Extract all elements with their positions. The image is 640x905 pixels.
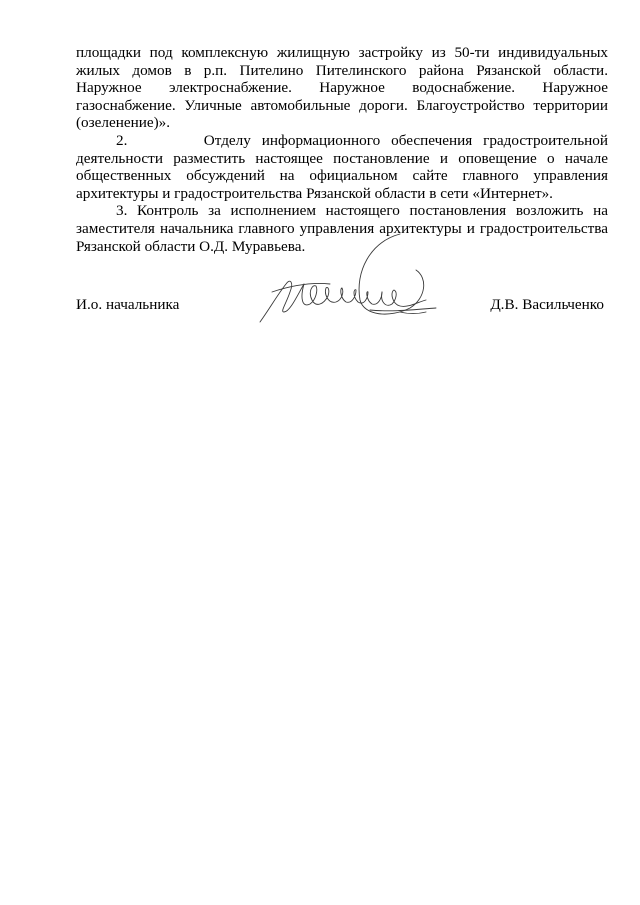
paragraph-continuation: площадки под комплексную жилищную застройку из 50-ти индивидуальных жилых домов в р.п. Пителино Пителинского района Рязанской области. Наружное электроснабжение. Наружное водоснабжение. Наружное газоснабжение. Уличные автомобильные дороги. Благоустройство территории (озеленение)». bbox=[76, 44, 608, 132]
signatory-name: Д.В. Васильченко bbox=[490, 296, 604, 313]
paragraph-item-3: 3. Контроль за исполнением настоящего постановления возложить на заместителя начальника главного управления архитектуры и градостроительства Рязанской области О.Д. Муравьева. bbox=[76, 202, 608, 255]
paragraph-item-2: 2. Отделу информационного обеспечения градостроительной деятельности разместить настоящее постановление и оповещение о начале общественных обсуждений на официальном сайте главного управления архитектуры и градостроительства Рязанской области в сети «Интернет». bbox=[76, 131, 608, 202]
signature-row bbox=[76, 296, 608, 320]
signatory-title: И.о. начальника bbox=[76, 296, 180, 313]
